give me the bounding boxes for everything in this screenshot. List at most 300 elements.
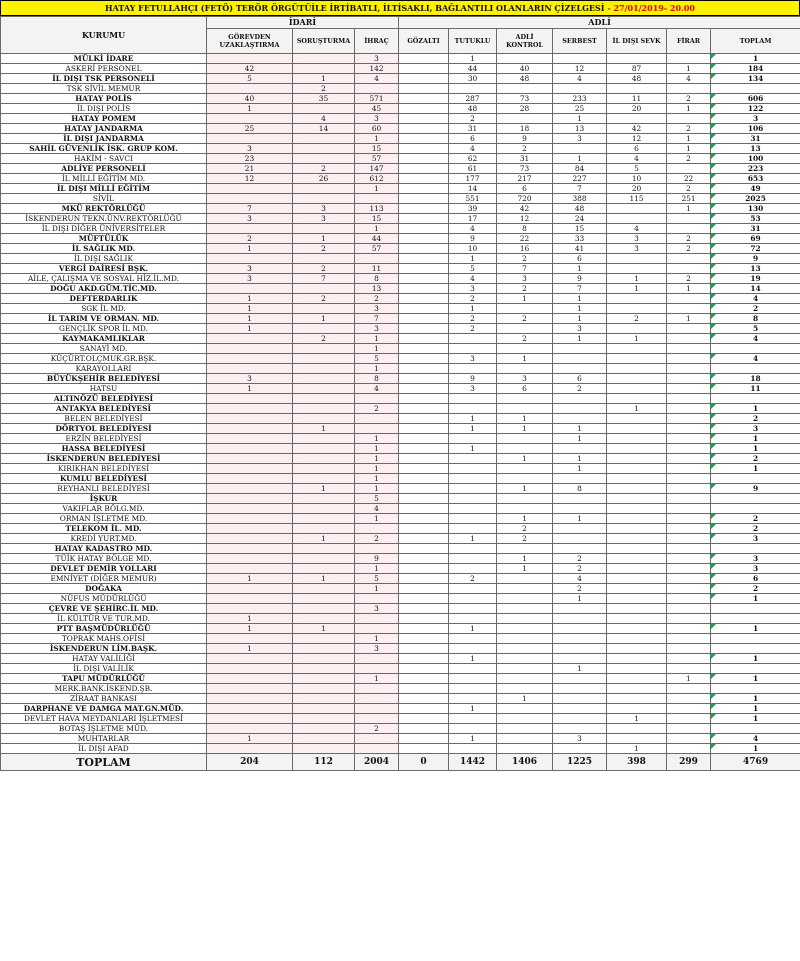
data-cell	[207, 594, 293, 604]
data-cell: 5	[607, 164, 667, 174]
row-total-cell	[711, 434, 800, 444]
row-label: BÜYÜKŞEHİR BELEDİYESİ	[1, 374, 207, 384]
cell-value: 49	[750, 184, 761, 193]
row-total-cell	[711, 414, 800, 424]
data-cell	[607, 544, 667, 554]
cell-comment-marker	[711, 74, 716, 79]
data-cell: 12	[553, 64, 607, 74]
data-cell: 1	[293, 534, 355, 544]
row-total-cell	[711, 174, 800, 184]
data-cell	[607, 534, 667, 544]
data-cell: 2	[497, 534, 553, 544]
data-cell	[711, 494, 800, 504]
row-label: DEVLET DEMİR YOLLARI	[1, 564, 207, 574]
cell-comment-marker	[711, 64, 716, 69]
data-cell	[449, 544, 497, 554]
data-cell	[497, 84, 553, 94]
table-row	[1, 274, 800, 284]
data-cell	[667, 494, 711, 504]
row-label: İL DIŞI JANDARMA	[1, 134, 207, 144]
cell-comment-marker	[711, 194, 716, 199]
table-row	[1, 284, 800, 294]
data-cell: 720	[497, 194, 553, 204]
data-cell: 20	[607, 184, 667, 194]
data-cell: 1	[355, 584, 399, 594]
row-total-cell	[711, 404, 800, 414]
row-label: DÖRTYOL BELEDİYESİ	[1, 424, 207, 434]
data-cell	[207, 424, 293, 434]
data-cell	[607, 654, 667, 664]
row-label: NÜFUS MÜDÜRLÜĞÜ	[1, 594, 207, 604]
data-cell: 5	[355, 354, 399, 364]
data-cell: 57	[355, 154, 399, 164]
data-cell: 1	[553, 114, 607, 124]
data-cell	[399, 624, 449, 634]
cell-value: 13	[750, 264, 761, 273]
cell-value: 31	[750, 224, 761, 233]
cell-value: 2	[752, 304, 759, 313]
row-total-cell	[711, 94, 800, 104]
data-cell	[399, 534, 449, 544]
data-cell: 17	[449, 214, 497, 224]
data-cell: 44	[449, 64, 497, 74]
data-cell	[293, 524, 355, 534]
totals-row	[1, 754, 800, 771]
data-cell	[449, 644, 497, 654]
data-cell	[667, 734, 711, 744]
data-cell	[553, 144, 607, 154]
data-cell: 1	[553, 264, 607, 274]
row-total-cell	[711, 304, 800, 314]
data-cell	[399, 744, 449, 754]
data-cell	[293, 414, 355, 424]
data-cell: 42	[607, 124, 667, 134]
data-cell	[399, 704, 449, 714]
cell-comment-marker	[711, 424, 716, 429]
data-cell	[667, 694, 711, 704]
data-cell	[399, 244, 449, 254]
data-cell	[355, 624, 399, 634]
data-cell	[399, 674, 449, 684]
data-cell	[667, 114, 711, 124]
row-label: ÇEVRE VE ŞEHİRC.İL MD.	[1, 604, 207, 614]
cell-comment-marker	[711, 594, 716, 599]
row-total-cell	[711, 64, 800, 74]
table-row	[1, 654, 800, 664]
data-cell: 3	[293, 204, 355, 214]
data-cell	[553, 684, 607, 694]
cell-comment-marker	[711, 404, 716, 409]
row-total-cell	[711, 154, 800, 164]
data-cell: 1	[207, 304, 293, 314]
cell-comment-marker	[711, 204, 716, 209]
data-cell: 7	[553, 284, 607, 294]
row-total-cell	[711, 274, 800, 284]
data-cell	[607, 574, 667, 584]
data-cell	[355, 694, 399, 704]
data-cell: 1	[293, 574, 355, 584]
data-cell: 6	[607, 144, 667, 154]
data-cell	[607, 374, 667, 384]
cell-comment-marker	[711, 514, 716, 519]
data-cell	[399, 264, 449, 274]
row-total-cell	[711, 104, 800, 114]
data-cell	[497, 624, 553, 634]
data-cell	[207, 354, 293, 364]
data-cell: 1	[449, 304, 497, 314]
row-total-cell	[711, 164, 800, 174]
data-cell	[293, 54, 355, 64]
data-cell	[355, 594, 399, 604]
row-label: VAKIFLAR BÖLG.MD.	[1, 504, 207, 514]
data-cell: 2	[497, 524, 553, 534]
table-body	[1, 54, 800, 771]
data-cell	[207, 504, 293, 514]
data-cell	[497, 654, 553, 664]
data-cell	[399, 634, 449, 644]
cell-value: 1	[752, 54, 759, 63]
cell-comment-marker	[711, 654, 716, 659]
data-cell	[293, 514, 355, 524]
data-cell	[207, 364, 293, 374]
row-label: DOĞAKA	[1, 584, 207, 594]
cell-comment-marker	[711, 624, 716, 629]
data-cell	[293, 194, 355, 204]
data-cell	[667, 684, 711, 694]
cell-comment-marker	[711, 414, 716, 419]
row-total-cell	[711, 134, 800, 144]
data-cell	[355, 614, 399, 624]
data-cell	[449, 744, 497, 754]
data-cell	[667, 84, 711, 94]
data-cell	[207, 704, 293, 714]
table-row	[1, 314, 800, 324]
data-cell	[497, 634, 553, 644]
data-cell	[497, 304, 553, 314]
total-cell: 2004	[355, 754, 399, 771]
data-cell: 2	[553, 584, 607, 594]
data-cell: 3	[449, 284, 497, 294]
data-cell	[399, 494, 449, 504]
data-cell	[293, 614, 355, 624]
row-total-cell	[711, 124, 800, 134]
cell-value: 19	[750, 274, 761, 283]
cell-comment-marker	[711, 274, 716, 279]
data-cell	[207, 714, 293, 724]
total-cell: 398	[607, 754, 667, 771]
data-cell	[293, 634, 355, 644]
data-cell	[293, 694, 355, 704]
data-cell	[399, 714, 449, 724]
data-cell: 1	[607, 744, 667, 754]
table-row	[1, 194, 800, 204]
data-cell	[399, 314, 449, 324]
data-cell	[449, 334, 497, 344]
table-row	[1, 464, 800, 474]
table-row	[1, 714, 800, 724]
table-row	[1, 304, 800, 314]
data-cell	[449, 664, 497, 674]
data-cell	[399, 324, 449, 334]
table-row	[1, 744, 800, 754]
data-cell	[207, 514, 293, 524]
data-cell	[497, 114, 553, 124]
data-cell: 1	[355, 464, 399, 474]
data-cell: 1	[355, 334, 399, 344]
data-cell: 44	[355, 234, 399, 244]
data-cell: 13	[355, 284, 399, 294]
data-cell	[449, 404, 497, 414]
data-cell	[667, 454, 711, 464]
data-cell	[667, 504, 711, 514]
data-cell	[607, 444, 667, 454]
data-cell: 1	[207, 294, 293, 304]
data-cell	[399, 514, 449, 524]
data-cell	[293, 674, 355, 684]
cell-comment-marker	[711, 324, 716, 329]
row-total-cell	[711, 534, 800, 544]
row-total-cell	[711, 694, 800, 704]
row-label: İSKENDERUN LİM.BAŞK.	[1, 644, 207, 654]
data-cell: 15	[553, 224, 607, 234]
cell-value: 53	[750, 214, 761, 223]
data-cell: 2	[497, 284, 553, 294]
cell-comment-marker	[711, 154, 716, 159]
cell-value: 2	[752, 454, 759, 463]
data-cell: 1	[497, 564, 553, 574]
data-cell	[449, 514, 497, 524]
data-cell	[607, 514, 667, 524]
data-cell	[667, 724, 711, 734]
data-cell	[667, 54, 711, 64]
data-cell	[607, 694, 667, 704]
data-cell	[553, 494, 607, 504]
cell-value: 1	[752, 464, 759, 473]
data-cell	[399, 614, 449, 624]
row-total-cell	[711, 484, 800, 494]
data-cell	[553, 704, 607, 714]
group-header-adli: ADLİ	[399, 17, 800, 29]
data-cell	[667, 394, 711, 404]
cell-value: 4	[752, 334, 759, 343]
data-cell: 8	[355, 274, 399, 284]
data-cell	[399, 164, 449, 174]
cell-comment-marker	[711, 704, 716, 709]
data-cell: 1	[667, 134, 711, 144]
cell-comment-marker	[711, 104, 716, 109]
row-label: İL DIŞI SAĞLIK	[1, 254, 207, 264]
data-cell: 3	[497, 374, 553, 384]
data-cell	[449, 494, 497, 504]
data-cell	[207, 544, 293, 554]
cell-value: 130	[747, 204, 764, 213]
data-cell: 4	[449, 224, 497, 234]
data-cell	[553, 634, 607, 644]
data-cell	[497, 574, 553, 584]
data-cell	[497, 344, 553, 354]
data-cell	[399, 204, 449, 214]
row-total-cell	[711, 554, 800, 564]
data-cell: 33	[553, 234, 607, 244]
data-cell	[711, 604, 800, 614]
data-cell	[553, 394, 607, 404]
data-cell: 62	[449, 154, 497, 164]
row-total-cell	[711, 674, 800, 684]
cell-value: 1	[752, 704, 759, 713]
row-label: TÜİK HATAY BÖLGE MD.	[1, 554, 207, 564]
data-cell: 612	[355, 174, 399, 184]
data-cell: 4	[449, 274, 497, 284]
row-total-cell	[711, 324, 800, 334]
table-row	[1, 204, 800, 214]
table-row	[1, 104, 800, 114]
data-cell	[399, 654, 449, 664]
data-cell: 287	[449, 94, 497, 104]
table-row	[1, 484, 800, 494]
data-cell: 1	[293, 424, 355, 434]
data-cell: 1	[449, 54, 497, 64]
data-cell: 6	[553, 374, 607, 384]
table-row	[1, 134, 800, 144]
data-cell: 2	[355, 724, 399, 734]
data-cell	[607, 324, 667, 334]
data-cell: 1	[553, 514, 607, 524]
row-label: ZİRAAT BANKASI	[1, 694, 207, 704]
table-row	[1, 544, 800, 554]
data-cell	[399, 294, 449, 304]
data-cell: 217	[497, 174, 553, 184]
data-cell: 3	[355, 604, 399, 614]
data-cell	[207, 334, 293, 344]
data-cell: 87	[607, 64, 667, 74]
cell-comment-marker	[711, 584, 716, 589]
data-cell	[355, 414, 399, 424]
data-cell	[207, 84, 293, 94]
data-cell: 4	[355, 384, 399, 394]
data-cell	[293, 324, 355, 334]
table-row	[1, 504, 800, 514]
row-label: REYHANLI BELEDİYESİ	[1, 484, 207, 494]
cell-value: 122	[747, 104, 764, 113]
row-total-cell	[711, 594, 800, 604]
data-cell	[667, 434, 711, 444]
data-cell	[207, 394, 293, 404]
data-cell: 7	[553, 184, 607, 194]
data-cell	[399, 524, 449, 534]
row-total-cell	[711, 204, 800, 214]
data-cell: 48	[497, 74, 553, 84]
data-cell	[497, 434, 553, 444]
row-label: MÜLKİ İDARE	[1, 54, 207, 64]
data-cell	[207, 114, 293, 124]
table-row	[1, 94, 800, 104]
data-cell: 8	[497, 224, 553, 234]
cell-value: 11	[750, 384, 761, 393]
row-total-cell	[711, 654, 800, 664]
row-label: HATAY VALİLİĞİ	[1, 654, 207, 664]
row-total-cell	[711, 454, 800, 464]
data-cell	[355, 664, 399, 674]
data-cell	[293, 604, 355, 614]
data-cell	[207, 344, 293, 354]
data-cell	[667, 574, 711, 584]
data-cell	[497, 704, 553, 714]
data-cell: 2	[607, 314, 667, 324]
data-cell: 1	[553, 304, 607, 314]
data-cell	[497, 734, 553, 744]
data-cell: 25	[553, 104, 607, 114]
data-cell: 14	[449, 184, 497, 194]
data-cell	[667, 654, 711, 664]
data-cell	[667, 214, 711, 224]
cell-comment-marker	[711, 264, 716, 269]
data-cell	[667, 604, 711, 614]
data-cell	[293, 304, 355, 314]
data-cell	[449, 454, 497, 464]
table-row	[1, 424, 800, 434]
data-cell	[667, 224, 711, 234]
data-cell: 25	[207, 124, 293, 134]
cell-value: 8	[752, 314, 759, 323]
data-cell	[553, 364, 607, 374]
data-cell	[711, 614, 800, 624]
data-cell: 73	[497, 164, 553, 174]
data-cell: 11	[355, 264, 399, 274]
cell-comment-marker	[711, 184, 716, 189]
data-cell: 113	[355, 204, 399, 214]
data-cell	[449, 614, 497, 624]
data-cell: 22	[497, 234, 553, 244]
data-cell	[497, 604, 553, 614]
data-cell: 14	[293, 124, 355, 134]
cell-comment-marker	[711, 744, 716, 749]
data-cell: 20	[607, 104, 667, 114]
data-cell	[449, 484, 497, 494]
data-cell: 22	[667, 174, 711, 184]
table-row	[1, 254, 800, 264]
data-cell: 1	[553, 454, 607, 464]
row-label: İL TARIM VE ORMAN. MD.	[1, 314, 207, 324]
data-cell	[607, 524, 667, 534]
data-cell	[399, 84, 449, 94]
data-cell: 3	[355, 644, 399, 654]
cell-value: 2	[752, 524, 759, 533]
data-cell	[497, 744, 553, 754]
data-cell	[553, 354, 607, 364]
data-cell	[207, 454, 293, 464]
data-cell	[399, 694, 449, 704]
row-label: AİLE, ÇALIŞMA VE SOSYAL HİZ.İL.MD.	[1, 274, 207, 284]
table-row	[1, 434, 800, 444]
data-cell	[293, 464, 355, 474]
data-cell	[607, 114, 667, 124]
data-cell	[293, 544, 355, 554]
data-cell: 2	[449, 294, 497, 304]
data-cell: 35	[293, 94, 355, 104]
data-cell	[607, 564, 667, 574]
data-cell	[207, 554, 293, 564]
row-total-cell	[711, 254, 800, 264]
data-cell	[553, 674, 607, 684]
data-cell	[497, 364, 553, 374]
data-cell	[399, 484, 449, 494]
cell-value: 1	[752, 434, 759, 443]
data-cell	[553, 474, 607, 484]
data-cell	[355, 524, 399, 534]
table-row	[1, 114, 800, 124]
cell-comment-marker	[711, 314, 716, 319]
table-row	[1, 294, 800, 304]
